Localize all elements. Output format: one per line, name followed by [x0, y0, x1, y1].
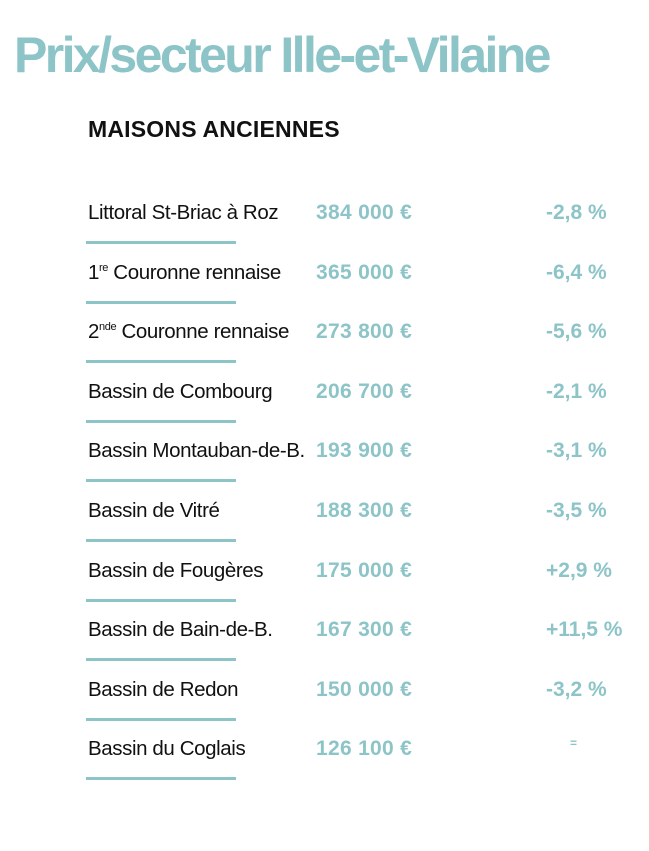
section-heading: MAISONS ANCIENNES [88, 116, 340, 142]
sector-change: -3,5 % [546, 498, 607, 522]
sector-price: 188 300 € [316, 498, 413, 522]
table-row [0, 548, 649, 608]
table-row [0, 250, 649, 310]
sector-name: Bassin de Vitré [88, 498, 220, 522]
sector-price: 384 000 € [316, 201, 413, 224]
sector-price: 206 700 € [316, 379, 413, 403]
row-divider [86, 301, 236, 304]
sector-change: -2,8 % [546, 201, 607, 224]
sector-price: 193 900 € [316, 439, 413, 463]
sector-name: Bassin de Combourg [88, 379, 273, 403]
sector-name: Bassin du Coglais [88, 737, 246, 761]
sector-price: 126 100 € [316, 737, 413, 761]
price-table [0, 190, 649, 786]
row-divider [86, 241, 236, 244]
sector-name: 1re Couronne rennaise [88, 260, 281, 284]
table-row [0, 726, 649, 786]
sector-price: 167 300 € [316, 618, 413, 642]
table-row [0, 309, 649, 369]
sector-name: Bassin Montauban-de-B. [88, 439, 305, 463]
sector-name: Bassin de Redon [88, 677, 239, 701]
row-divider [86, 718, 236, 721]
table-row [0, 190, 649, 250]
table-row [0, 488, 649, 548]
row-divider [86, 539, 236, 542]
table-row [0, 607, 649, 667]
sector-change: -5,6 % [546, 320, 607, 344]
row-divider [86, 599, 236, 602]
sector-price: 365 000 € [316, 260, 413, 284]
sector-name: Bassin de Fougères [88, 558, 264, 582]
row-divider [86, 777, 236, 780]
sector-change: -3,1 % [546, 439, 607, 463]
sector-name: Bassin de Bain-de-B. [88, 618, 273, 642]
sector-name: Littoral St-Briac à Roz [88, 201, 279, 224]
sector-change: = [570, 736, 578, 751]
row-divider [86, 658, 236, 661]
sector-price: 175 000 € [316, 558, 413, 582]
sector-price: 273 800 € [316, 320, 413, 344]
sector-change: -2,1 % [546, 379, 607, 403]
row-divider [86, 420, 236, 423]
sector-name: 2nde Couronne rennaise [88, 320, 290, 344]
row-divider [86, 479, 236, 482]
sector-change: +2,9 % [546, 558, 612, 582]
sector-price: 150 000 € [316, 677, 413, 701]
row-divider [86, 360, 236, 363]
sector-change: +11,5 % [546, 618, 623, 642]
page-title: Prix/secteur Ille-et-Vilaine [14, 27, 549, 83]
table-row [0, 428, 649, 488]
sector-change: -3,2 % [546, 677, 607, 701]
sector-change: -6,4 % [546, 260, 607, 284]
table-row [0, 667, 649, 727]
table-row [0, 369, 649, 429]
